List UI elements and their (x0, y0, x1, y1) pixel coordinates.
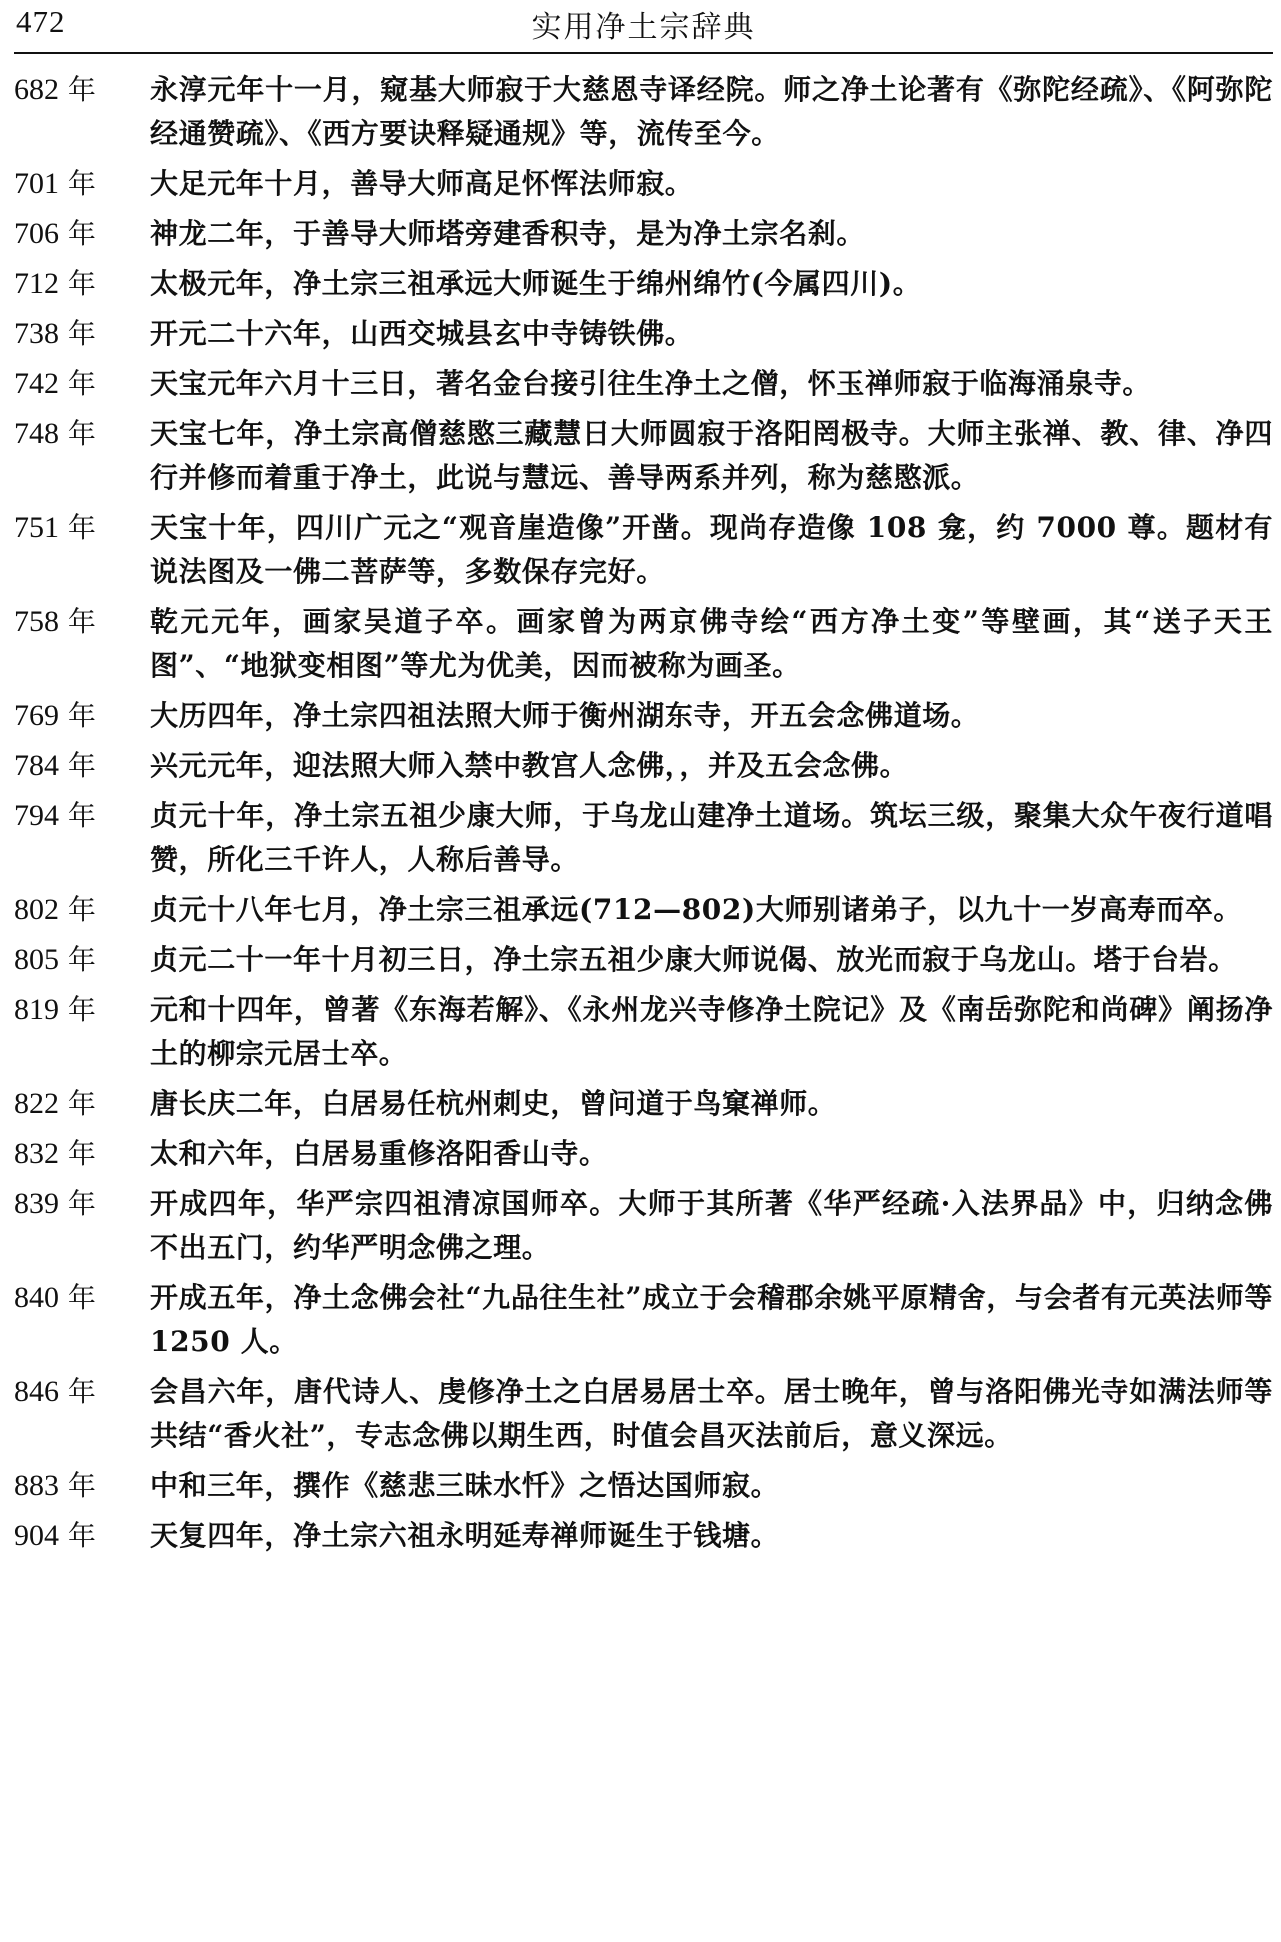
entry-text: 贞元十年，净土宗五祖少康大师，于乌龙山建净土道场。筑坛三级，聚集大众午夜行道唱赞，所化三千许人，人称后善导。 (150, 799, 1273, 876)
entry-text: 永淳元年十一月，窥基大师寂于大慈恩寺译经院。师之净土论著有《弥陀经疏》、《阿弥陀经通赞疏》、《西方要诀释疑通规》等，流传至今。 (150, 73, 1273, 150)
entry-year (14, 1182, 150, 1270)
entry-year-suffix: 年 (67, 1137, 96, 1170)
entry-year (14, 600, 150, 688)
entry-year-number: 751 (14, 511, 59, 544)
entry-year-suffix: 年 (67, 893, 96, 926)
entry-year (14, 1276, 150, 1364)
entry-year-suffix: 年 (67, 943, 96, 976)
chronology-entry (14, 412, 1273, 500)
entry-year-number: 805 (14, 943, 59, 976)
entry-year-suffix: 年 (67, 993, 96, 1026)
entry-year (14, 938, 150, 982)
entry-year-suffix: 年 (67, 799, 96, 832)
entry-text: 乾元元年，画家吴道子卒。画家曾为两京佛寺绘“西方净土变”等壁画，其“送子天王图”、“地狱变相图”等尤为优美，因而被称为画圣。 (150, 605, 1273, 682)
entry-text: 神龙二年，于善导大师塔旁建香积寺，是为净土宗名刹。 (150, 217, 866, 250)
chronology-entry (14, 1082, 1273, 1126)
entry-text: 太和六年，白居易重修洛阳香山寺。 (150, 1137, 608, 1170)
chronology-entry (14, 600, 1273, 688)
entry-year-number: 822 (14, 1087, 59, 1120)
chronology-entry (14, 1370, 1273, 1458)
entry-text: 会昌六年，唐代诗人、虔修净土之白居易居士卒。居士晚年，曾与洛阳佛光寺如满法师等共结“香火社”，专志念佛以期生西，时值会昌灭法前后，意义深远。 (150, 1375, 1273, 1452)
entry-text: 大历四年，净土宗四祖法照大师于衡州湖东寺，开五会念佛道场。 (150, 699, 980, 732)
entry-text: 大足元年十月，善导大师高足怀恽法师寂。 (150, 167, 694, 200)
entry-year-suffix: 年 (67, 699, 96, 732)
entry-text: 中和三年，撰作《慈悲三昧水忏》之悟达国师寂。 (150, 1469, 780, 1502)
chronology-entry (14, 694, 1273, 738)
entry-year-suffix: 年 (67, 267, 96, 300)
entry-year-number: 819 (14, 993, 59, 1026)
entry-text: 太极元年，净土宗三祖承远大师诞生于绵州绵竹(今属四川)。 (150, 267, 922, 300)
entry-text: 贞元二十一年十月初三日，净土宗五祖少康大师说偈、放光而寂于乌龙山。塔于台岩。 (150, 943, 1237, 976)
entry-year (14, 262, 150, 306)
entry-year (14, 794, 150, 882)
entry-year-number: 738 (14, 317, 59, 350)
entry-year-suffix: 年 (67, 1469, 96, 1502)
entry-year-suffix: 年 (67, 317, 96, 350)
entry-year-suffix: 年 (67, 367, 96, 400)
entry-year (14, 1370, 150, 1458)
entry-year-suffix: 年 (67, 1519, 96, 1552)
chronology-entry (14, 1182, 1273, 1270)
entry-year (14, 694, 150, 738)
entry-year-suffix: 年 (67, 1281, 96, 1314)
entry-year-number: 706 (14, 217, 59, 250)
entry-year-number: 748 (14, 417, 59, 450)
entry-text: 天宝七年，净土宗高僧慈愍三藏慧日大师圆寂于洛阳罔极寺。大师主张禅、教、律、净四行并修而着重于净土，此说与慧远、善导两系并列，称为慈愍派。 (150, 417, 1273, 494)
entry-year-number: 839 (14, 1187, 59, 1220)
entry-year-number: 701 (14, 167, 59, 200)
chronology-entry (14, 1514, 1273, 1558)
entry-year-suffix: 年 (67, 417, 96, 450)
chronology-entry (14, 312, 1273, 356)
chronology-entry (14, 212, 1273, 256)
entry-year-suffix: 年 (67, 605, 96, 638)
entry-year-number: 712 (14, 267, 59, 300)
entry-year-suffix: 年 (67, 1087, 96, 1120)
entry-text: 元和十四年，曾著《东海若解》、《永州龙兴寺修净土院记》及《南岳弥陀和尚碑》阐扬净土的柳宗元居士卒。 (150, 993, 1273, 1070)
entry-year-suffix: 年 (67, 73, 96, 106)
entry-year-suffix: 年 (67, 1187, 96, 1220)
entry-year-number: 769 (14, 699, 59, 732)
entry-year (14, 312, 150, 356)
entry-year-number: 742 (14, 367, 59, 400)
entry-text: 开成五年，净土念佛会社“九品往生社”成立于会稽郡余姚平原精舍，与会者有元英法师等 1250 人。 (150, 1281, 1273, 1358)
chronology-entry (14, 888, 1273, 932)
chronology-entry (14, 506, 1273, 594)
entry-year (14, 1082, 150, 1126)
entry-text: 天宝十年，四川广元之“观音崖造像”开凿。现尚存造像 108 龛，约 7000 尊。题材有说法图及一佛二菩萨等，多数保存完好。 (150, 511, 1273, 588)
entry-year-number: 840 (14, 1281, 59, 1314)
chronology-entry (14, 262, 1273, 306)
entry-year (14, 68, 150, 156)
entry-year (14, 162, 150, 206)
entry-year-number: 794 (14, 799, 59, 832)
entry-year-suffix: 年 (67, 167, 96, 200)
entry-year-number: 682 (14, 73, 59, 106)
entry-year-number: 846 (14, 1375, 59, 1408)
chronology-entry (14, 794, 1273, 882)
entry-year-number: 883 (14, 1469, 59, 1502)
chronology-entry (14, 744, 1273, 788)
entry-text: 兴元元年，迎法照大师入禁中教宫人念佛，，并及五会念佛。 (150, 749, 909, 782)
entry-year-suffix: 年 (67, 749, 96, 782)
entry-text: 开元二十六年，山西交城县玄中寺铸铁佛。 (150, 317, 694, 350)
page-number: 472 (16, 4, 66, 39)
entry-year (14, 1132, 150, 1176)
entry-year-suffix: 年 (67, 217, 96, 250)
chronology-entry (14, 1132, 1273, 1176)
chronology-entry (14, 1464, 1273, 1508)
entry-text: 唐长庆二年，白居易任杭州刺史，曾问道于鸟窠禅师。 (150, 1087, 837, 1120)
entry-year (14, 1514, 150, 1558)
chronology-entry (14, 362, 1273, 406)
entry-year-suffix: 年 (67, 1375, 96, 1408)
entry-year (14, 506, 150, 594)
entry-year-number: 758 (14, 605, 59, 638)
entry-text: 开成四年，华严宗四祖清凉国师卒。大师于其所著《华严经疏·入法界品》中，归纳念佛不出五门，约华严明念佛之理。 (150, 1187, 1273, 1264)
page-header (14, 0, 1273, 54)
chronology-entry (14, 938, 1273, 982)
chronology-entry (14, 988, 1273, 1076)
book-title: 实用净土宗辞典 (531, 10, 756, 45)
entry-year-number: 784 (14, 749, 59, 782)
entry-year (14, 988, 150, 1076)
entry-year (14, 1464, 150, 1508)
entry-text: 天宝元年六月十三日，著名金台接引往生净土之僧，怀玉禅师寂于临海涌泉寺。 (150, 367, 1152, 400)
chronology-entry (14, 162, 1273, 206)
entry-year (14, 744, 150, 788)
entry-year-suffix: 年 (67, 511, 96, 544)
entry-year (14, 412, 150, 500)
chronology-entry (14, 1276, 1273, 1364)
entry-year (14, 888, 150, 932)
chronology-list (14, 68, 1273, 1564)
entry-year-number: 802 (14, 893, 59, 926)
entry-text: 贞元十八年七月，净土宗三祖承远(712—802)大师别诸弟子，以九十一岁高寿而卒。 (150, 893, 1242, 926)
entry-year (14, 212, 150, 256)
entry-text: 天复四年，净土宗六祖永明延寿禅师诞生于钱塘。 (150, 1519, 780, 1552)
entry-year (14, 362, 150, 406)
entry-year-number: 904 (14, 1519, 59, 1552)
entry-year-number: 832 (14, 1137, 59, 1170)
chronology-entry (14, 68, 1273, 156)
